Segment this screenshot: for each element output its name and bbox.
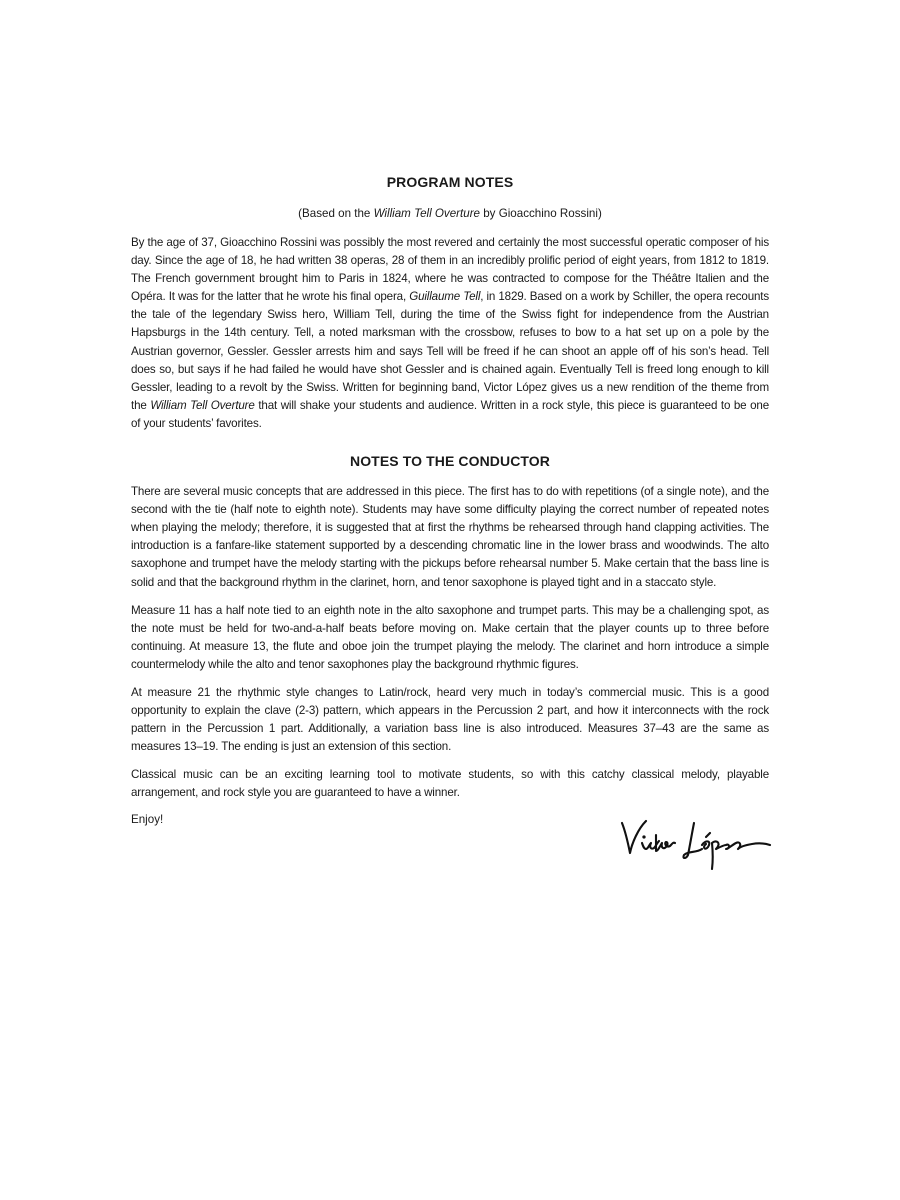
program-notes-text-part2: , in 1829. Based on a work by Schiller, the opera recounts the tale of the legendary Swiss hero, William Tell, during the time of the Swiss fight for independence from the Austrian Hapsburgs in the 14th century. Tell, a noted marksman with the crossbow, refuses to bow to a hat set up on a pole by the Austrian governor, Gessler. Gessler arrests him and says Tell will be freed if he can shoot an apple off of his son’s head. Tell does so, but says if he had failed he would have shot Gessler and is chained again. Eventually Tell is freed long enough to kill Gessler, leading to a revolt by the Swiss. Written for beginning band, Victor López gives us a new rendition of the theme from the [131, 290, 770, 412]
program-notes-text-part3: that will shake your students and audience. Written in a rock style, this piece is guaranteed to be one of your students’ favorites. [131, 398, 769, 430]
program-notes-title: PROGRAM NOTES [386, 174, 514, 190]
program-notes-text-part1: By the age of 37, Gioacchino Rossini was possibly the most revered and certainly the most successful operatic composer of his day. Since the age of 18, he had written 38 operas, 28 of them in an incredibly prolific period of eight years, from 1812 to 1819. The French government brought him to Paris in 1824, where he was contracted to compose for the Théâtre Italien and the Opéra. It was for the latter that he wrote his final opera, [131, 236, 769, 304]
subtitle-work-title: William Tell Overture [373, 207, 481, 220]
opera-title: Guillaume Tell [409, 290, 481, 304]
program-notes-paragraph [131, 234, 769, 433]
conductor-paragraph-4: Classical music can be an exciting learning tool to motivate students, so with this catchy classical melody, playable arrangement, and rock style you are guaranteed to have a winner. [131, 768, 769, 800]
subtitle-suffix: by Gioacchino Rossini) [480, 207, 602, 220]
conductor-notes-title: NOTES TO THE CONDUCTOR [349, 453, 551, 470]
overture-title: William Tell Overture [150, 398, 255, 412]
document-page [131, 172, 769, 873]
conductor-paragraph-3: At measure 21 the rhythmic style changes to Latin/rock, heard very much in today’s commercial music. This is a good opportunity to explain the clave (2-3) pattern, which appears in the Percussion 2 part, and how it interconnects with the rock pattern in the Percussion 1 part. Additionally, a variation bass line is also introduced. Measures 37–43 are the same as measures 13–19. The ending is just an extension of this section. [131, 685, 769, 754]
conductor-paragraph-1: There are several music concepts that are addressed in this piece. The first has to do with repetitions (of a single note), and the second with the tie (half note to eighth note). Students may have some difficulty playing the correct number of repeated notes when playing the melody; therefore, it is suggested that at first the rhythms be rehearsed through hand clapping activities. The introduction is a fanfare-like statement supported by a descending chromatic line in the lower brass and woodwinds. The alto saxophone and trumpet have the melody starting with the pickups before rehearsal number 5. Make certain that the bass line is solid and that the background rhythm in the clarinet, horn, and tenor saxophone is played tight and in a staccato style. [131, 485, 769, 589]
program-notes-subtitle [131, 205, 769, 223]
signature-image [616, 813, 776, 875]
closing-text: Enjoy! [131, 812, 164, 826]
closing-row [131, 813, 769, 873]
subtitle-prefix: (Based on the [298, 207, 374, 220]
conductor-paragraph-2: Measure 11 has a half note tied to an eighth note in the alto saxophone and trumpet parts. This may be a challenging spot, as the note must be held for two-and-a-half beats before moving on. Make certain that the player counts up to three before continuing. At measure 13, the flute and oboe join the trumpet playing the melody. The clarinet and horn introduce a simple countermelody while the alto and tenor saxophones play the background rhythmic figures. [131, 603, 769, 671]
